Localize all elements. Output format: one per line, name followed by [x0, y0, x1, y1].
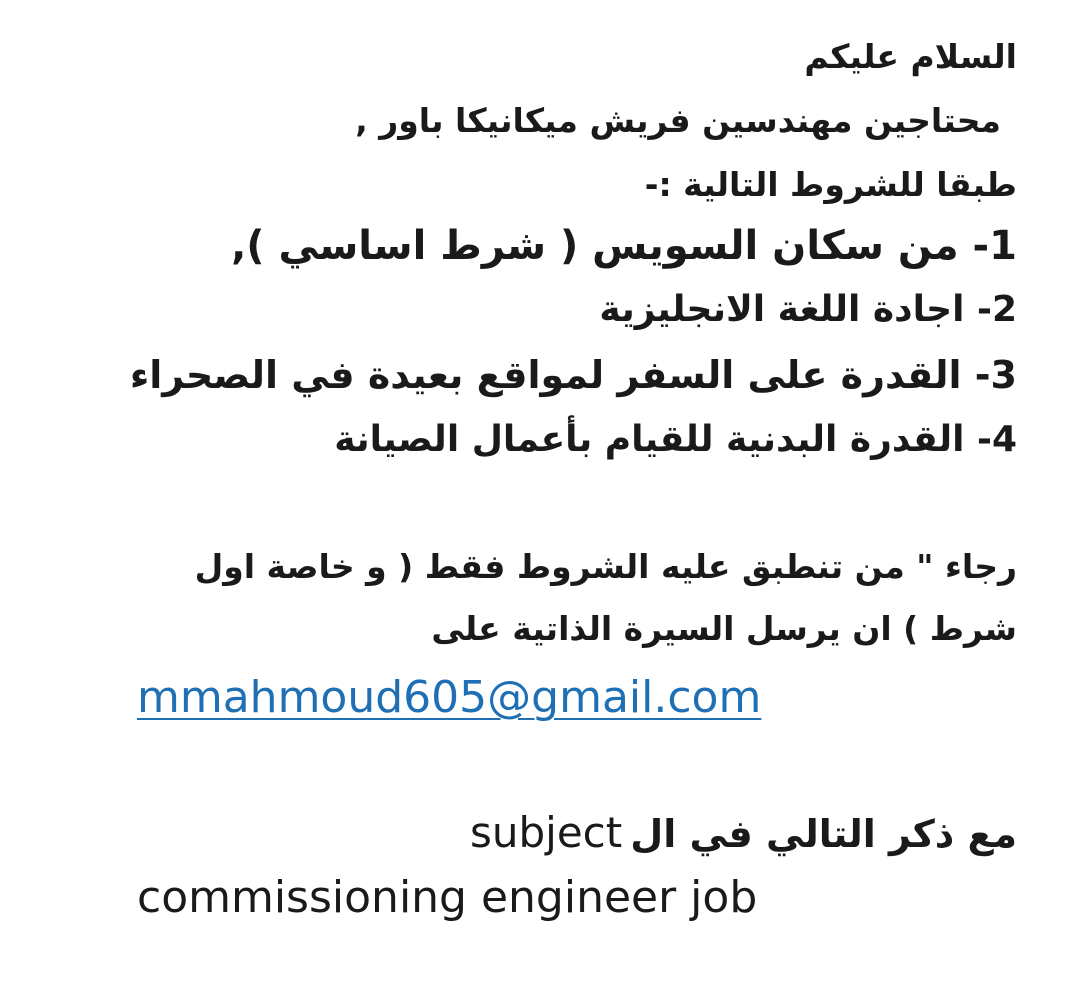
- request-line-2: شرط ) ان يرسل السيرة الذاتية على: [431, 609, 1017, 648]
- request-line-1: رجاء " من تنطبق عليه الشروط فقط ( و خاصة اول: [194, 547, 1017, 586]
- intro-line: محتاجين مهندسين فريش ميكانيكا باور ,: [355, 101, 1001, 140]
- condition-item-3: 3- القدرة على السفر لمواقع بعيدة في الصحراء: [129, 353, 1017, 397]
- subject-word: subject: [470, 808, 623, 857]
- conditions-intro-line: طبقا للشروط التالية :-: [644, 165, 1017, 204]
- subject-instruction-line: [462, 808, 1017, 857]
- greeting-line: السلام عليكم: [804, 37, 1017, 76]
- condition-item-2: 2- اجادة اللغة الانجليزية: [599, 289, 1017, 330]
- email-link[interactable]: mmahmoud605@gmail.com: [137, 672, 762, 723]
- subject-text: commissioning engineer job: [137, 872, 758, 923]
- subject-prefix: مع ذكر التالي في ال: [630, 812, 1017, 856]
- condition-item-4: 4- القدرة البدنية للقيام بأعمال الصيانة: [334, 419, 1017, 460]
- condition-item-1: 1- من سكان السويس ( شرط اساسي ),: [231, 223, 1017, 269]
